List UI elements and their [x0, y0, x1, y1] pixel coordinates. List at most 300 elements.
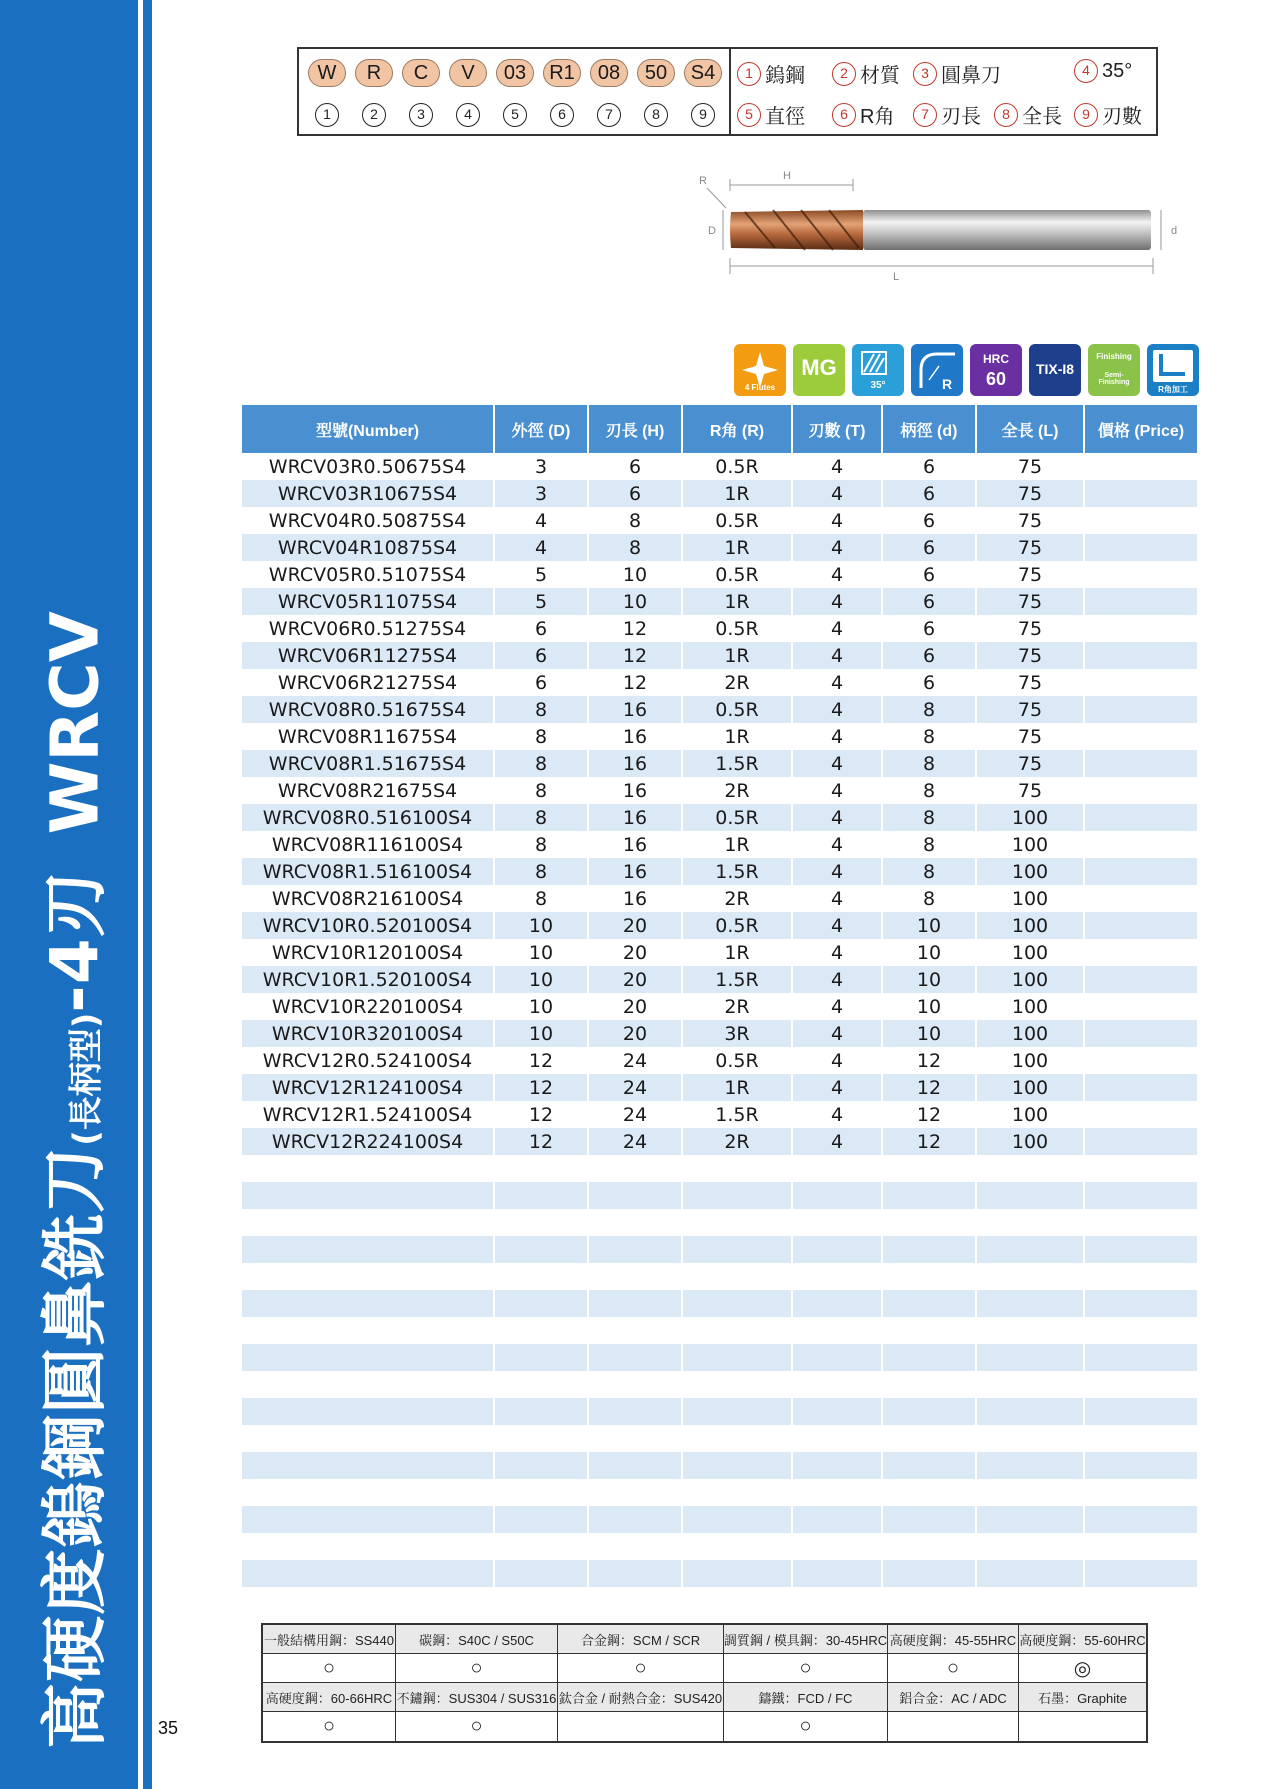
table-cell	[883, 1290, 977, 1317]
suitability-mark: ○	[263, 1654, 396, 1683]
table-cell	[977, 1506, 1085, 1533]
table-cell	[977, 1398, 1085, 1425]
table-cell	[242, 1425, 495, 1452]
dim-d-upper-label: D	[708, 225, 716, 237]
table-row	[242, 1533, 1197, 1560]
table-cell: 75	[977, 750, 1085, 777]
table-cell	[977, 1344, 1085, 1371]
table-cell: 8	[495, 885, 589, 912]
table-cell	[242, 1398, 495, 1425]
table-cell	[1085, 939, 1197, 966]
table-cell: WRCV08R0.51675S4	[242, 696, 495, 723]
table-cell	[977, 1236, 1085, 1263]
legend-item: 6 R角	[832, 100, 894, 129]
table-cell: 1.5R	[683, 966, 793, 993]
table-cell	[977, 1317, 1085, 1344]
table-cell	[683, 1209, 793, 1236]
table-cell: 12	[495, 1074, 589, 1101]
table-cell	[242, 1479, 495, 1506]
materials-table	[261, 1623, 1148, 1743]
table-cell: 8	[883, 858, 977, 885]
sidebar-stripe	[143, 0, 152, 1789]
table-cell: 75	[977, 480, 1085, 507]
material-label: 合金鋼：SCM / SCR	[558, 1625, 724, 1654]
table-cell: WRCV08R21675S4	[242, 777, 495, 804]
table-cell: 20	[589, 1020, 683, 1047]
table-cell: 6	[883, 588, 977, 615]
table-cell: WRCV04R10875S4	[242, 534, 495, 561]
finishing-icon: Finishing Semi-Finishing	[1088, 344, 1140, 396]
table-row	[242, 453, 1197, 480]
legend-divider	[729, 49, 731, 134]
table-cell: 24	[589, 1074, 683, 1101]
table-cell: 4	[793, 831, 883, 858]
table-cell	[589, 1506, 683, 1533]
table-cell	[242, 1533, 495, 1560]
table-cell	[683, 1479, 793, 1506]
table-cell: WRCV03R10675S4	[242, 480, 495, 507]
table-cell: 75	[977, 453, 1085, 480]
table-cell: WRCV10R220100S4	[242, 993, 495, 1020]
table-cell: 20	[589, 939, 683, 966]
table-cell: 16	[589, 723, 683, 750]
table-cell: 6	[495, 669, 589, 696]
table-cell	[589, 1209, 683, 1236]
table-cell	[1085, 561, 1197, 588]
table-cell: WRCV12R1.524100S4	[242, 1101, 495, 1128]
table-cell: 4	[793, 1047, 883, 1074]
code-number: 5	[503, 103, 527, 127]
table-cell	[1085, 642, 1197, 669]
table-cell	[589, 1479, 683, 1506]
table-cell: WRCV10R320100S4	[242, 1020, 495, 1047]
table-cell: 16	[589, 885, 683, 912]
table-cell	[683, 1182, 793, 1209]
table-cell	[242, 1317, 495, 1344]
table-cell	[242, 1560, 495, 1587]
table-cell	[1085, 966, 1197, 993]
code-segment: C	[402, 59, 440, 87]
code-segment: 08	[590, 59, 628, 87]
table-cell: 0.5R	[683, 804, 793, 831]
table-cell	[495, 1479, 589, 1506]
legend-item: 8 全長	[994, 100, 1062, 129]
table-cell	[793, 1506, 883, 1533]
table-cell	[242, 1236, 495, 1263]
table-cell: 0.5R	[683, 1047, 793, 1074]
code-number: 4	[456, 103, 480, 127]
table-row	[242, 1047, 1197, 1074]
table-cell	[793, 1317, 883, 1344]
table-cell: 75	[977, 534, 1085, 561]
table-cell: 1R	[683, 642, 793, 669]
table-cell	[589, 1398, 683, 1425]
table-row	[242, 1020, 1197, 1047]
table-cell	[1085, 1290, 1197, 1317]
table-cell: 0.5R	[683, 696, 793, 723]
table-cell: WRCV06R21275S4	[242, 669, 495, 696]
table-cell: 3	[495, 453, 589, 480]
table-cell: 100	[977, 885, 1085, 912]
table-cell: 4	[793, 939, 883, 966]
table-cell: 6	[495, 642, 589, 669]
dim-h-label: H	[783, 170, 791, 182]
table-row	[242, 1209, 1197, 1236]
table-cell	[495, 1236, 589, 1263]
dim-d-lower-label: d	[1171, 225, 1178, 237]
table-cell: 10	[883, 912, 977, 939]
table-cell	[793, 1371, 883, 1398]
code-segment: R1	[543, 59, 581, 87]
table-cell: 0.5R	[683, 561, 793, 588]
table-cell: 0.5R	[683, 615, 793, 642]
table-cell	[589, 1263, 683, 1290]
material-label: 碳鋼：S40C / S50C	[396, 1625, 558, 1654]
helix-angle-icon: 35°	[852, 344, 904, 396]
table-cell	[1085, 993, 1197, 1020]
table-cell: WRCV10R120100S4	[242, 939, 495, 966]
table-cell: 1.5R	[683, 1101, 793, 1128]
col-header: R角 (R)	[683, 405, 793, 453]
table-cell	[589, 1290, 683, 1317]
table-row	[242, 588, 1197, 615]
table-cell	[1085, 1074, 1197, 1101]
table-cell: 4	[793, 777, 883, 804]
code-number: 9	[691, 103, 715, 127]
table-cell: 12	[883, 1047, 977, 1074]
table-cell: 1R	[683, 831, 793, 858]
table-row	[242, 1155, 1197, 1182]
table-cell: 0.5R	[683, 453, 793, 480]
table-cell	[589, 1236, 683, 1263]
suitability-mark: ○	[263, 1712, 396, 1741]
table-cell: WRCV08R1.516100S4	[242, 858, 495, 885]
table-cell	[1085, 1236, 1197, 1263]
table-row	[242, 858, 1197, 885]
table-cell	[1085, 1479, 1197, 1506]
table-cell	[495, 1371, 589, 1398]
table-cell: 6	[883, 561, 977, 588]
table-cell	[495, 1155, 589, 1182]
table-cell	[683, 1155, 793, 1182]
suitability-mark: ○	[396, 1712, 558, 1741]
table-cell	[242, 1371, 495, 1398]
table-cell	[683, 1317, 793, 1344]
table-cell	[1085, 1209, 1197, 1236]
table-cell	[793, 1560, 883, 1587]
table-cell	[793, 1209, 883, 1236]
table-cell: WRCV08R116100S4	[242, 831, 495, 858]
table-cell: 4	[793, 912, 883, 939]
table-cell: 100	[977, 1128, 1085, 1155]
table-cell: 10	[495, 993, 589, 1020]
table-cell	[1085, 1047, 1197, 1074]
table-cell	[1085, 453, 1197, 480]
table-row	[242, 912, 1197, 939]
table-cell: 100	[977, 1020, 1085, 1047]
col-header: 刃長 (H)	[589, 405, 683, 453]
table-cell: 20	[589, 912, 683, 939]
table-cell	[793, 1236, 883, 1263]
table-cell	[495, 1425, 589, 1452]
table-row	[242, 804, 1197, 831]
table-cell	[977, 1425, 1085, 1452]
table-row	[242, 777, 1197, 804]
table-cell: 4	[793, 615, 883, 642]
materials-row-symbols	[263, 1654, 1146, 1683]
table-cell: WRCV08R216100S4	[242, 885, 495, 912]
table-cell	[495, 1209, 589, 1236]
table-cell	[495, 1398, 589, 1425]
table-cell: 75	[977, 588, 1085, 615]
table-cell: 75	[977, 723, 1085, 750]
legend-item: 3 圓鼻刀	[913, 59, 1001, 88]
table-cell: WRCV12R124100S4	[242, 1074, 495, 1101]
table-cell: 100	[977, 1074, 1085, 1101]
table-cell: 5	[495, 588, 589, 615]
table-cell: WRCV05R0.51075S4	[242, 561, 495, 588]
table-cell: 2R	[683, 1128, 793, 1155]
vertical-title	[22, 611, 117, 1749]
table-row	[242, 1479, 1197, 1506]
table-cell: 100	[977, 831, 1085, 858]
table-cell	[683, 1263, 793, 1290]
table-row	[242, 966, 1197, 993]
table-cell: 12	[883, 1101, 977, 1128]
spec-table	[242, 405, 1197, 1587]
table-cell	[1085, 669, 1197, 696]
table-row	[242, 750, 1197, 777]
code-segment: 50	[637, 59, 675, 87]
table-cell	[977, 1155, 1085, 1182]
table-cell	[793, 1479, 883, 1506]
legend-item: 2 材質	[832, 59, 900, 88]
code-number: 8	[644, 103, 668, 127]
table-cell: 10	[495, 1020, 589, 1047]
table-cell	[495, 1533, 589, 1560]
table-row	[242, 1560, 1197, 1587]
table-cell	[683, 1236, 793, 1263]
table-cell: 2R	[683, 669, 793, 696]
col-header: 刃數 (T)	[793, 405, 883, 453]
table-cell: 100	[977, 912, 1085, 939]
table-cell: 75	[977, 507, 1085, 534]
table-cell: 100	[977, 804, 1085, 831]
table-cell	[883, 1263, 977, 1290]
table-row	[242, 1101, 1197, 1128]
suitability-mark: ○	[724, 1654, 888, 1683]
table-cell: 1R	[683, 939, 793, 966]
legend-item: 1 鎢鋼	[737, 59, 805, 88]
table-row	[242, 1398, 1197, 1425]
table-cell: 4	[793, 1128, 883, 1155]
title-paren: (長柄型)	[66, 1012, 107, 1146]
table-cell	[793, 1452, 883, 1479]
table-cell: 4	[793, 1074, 883, 1101]
table-cell: WRCV04R0.50875S4	[242, 507, 495, 534]
table-cell	[977, 1371, 1085, 1398]
table-cell	[1085, 858, 1197, 885]
table-cell: 4	[793, 588, 883, 615]
table-cell: WRCV10R1.520100S4	[242, 966, 495, 993]
table-row	[242, 1371, 1197, 1398]
table-cell: WRCV05R11075S4	[242, 588, 495, 615]
material-label: 一般結構用鋼：SS440	[263, 1625, 396, 1654]
table-cell	[1085, 1020, 1197, 1047]
table-cell: 75	[977, 642, 1085, 669]
table-cell: 4	[793, 885, 883, 912]
table-cell: 10	[883, 993, 977, 1020]
code-segment: V	[449, 59, 487, 87]
table-cell	[683, 1560, 793, 1587]
table-row	[242, 1182, 1197, 1209]
table-cell	[589, 1371, 683, 1398]
col-header: 型號(Number)	[242, 405, 495, 453]
table-cell: 6	[883, 615, 977, 642]
legend-item: 5 直徑	[737, 100, 805, 129]
table-cell: 75	[977, 615, 1085, 642]
four-flutes-icon: 4 Flutes	[734, 344, 786, 396]
materials-row-symbols	[263, 1712, 1146, 1741]
table-cell	[1085, 696, 1197, 723]
table-cell	[1085, 1344, 1197, 1371]
table-cell	[589, 1533, 683, 1560]
title-code: WRCV	[36, 611, 114, 835]
table-cell	[242, 1290, 495, 1317]
materials-row-labels	[263, 1683, 1146, 1712]
table-row	[242, 1344, 1197, 1371]
table-cell: 2R	[683, 993, 793, 1020]
table-cell	[495, 1317, 589, 1344]
suitability-mark: ○	[724, 1712, 888, 1741]
table-cell: 8	[495, 723, 589, 750]
table-row	[242, 1128, 1197, 1155]
table-row	[242, 480, 1197, 507]
table-row	[242, 696, 1197, 723]
table-cell	[977, 1560, 1085, 1587]
table-cell: 4	[793, 561, 883, 588]
table-cell	[1085, 1263, 1197, 1290]
page-number: 35	[158, 1718, 179, 1738]
table-cell: 4	[793, 534, 883, 561]
table-row	[242, 1263, 1197, 1290]
table-cell	[683, 1290, 793, 1317]
table-cell: 5	[495, 561, 589, 588]
material-label: 不鏽鋼：SUS304 / SUS316	[396, 1683, 558, 1712]
table-cell	[883, 1479, 977, 1506]
corner-radius-icon: R	[911, 344, 963, 396]
table-row	[242, 507, 1197, 534]
table-cell: 100	[977, 858, 1085, 885]
mg-icon: MG	[793, 344, 845, 396]
table-cell: 75	[977, 561, 1085, 588]
table-cell: 8	[883, 885, 977, 912]
table-cell: 1.5R	[683, 858, 793, 885]
table-cell: 4	[793, 966, 883, 993]
table-cell	[242, 1506, 495, 1533]
table-row	[242, 1452, 1197, 1479]
table-cell: 6	[883, 534, 977, 561]
table-cell: 4	[793, 723, 883, 750]
table-cell: 75	[977, 669, 1085, 696]
table-cell: 100	[977, 1047, 1085, 1074]
col-header: 柄徑 (d)	[883, 405, 977, 453]
table-cell	[883, 1371, 977, 1398]
table-cell: 16	[589, 777, 683, 804]
table-cell: 24	[589, 1101, 683, 1128]
table-cell: 12	[883, 1074, 977, 1101]
table-cell: 8	[495, 777, 589, 804]
material-label: 高硬度鋼：45-55HRC	[888, 1625, 1019, 1654]
table-cell	[1085, 804, 1197, 831]
code-number: 1	[315, 103, 339, 127]
table-row	[242, 534, 1197, 561]
coating-icon: TIX-I8	[1029, 344, 1081, 396]
table-cell	[977, 1263, 1085, 1290]
material-label: 鑄鐵：FCD / FC	[724, 1683, 888, 1712]
table-cell	[242, 1344, 495, 1371]
table-cell: 4	[495, 534, 589, 561]
table-cell: 24	[589, 1047, 683, 1074]
table-cell	[977, 1479, 1085, 1506]
table-cell: 2R	[683, 777, 793, 804]
table-cell	[1085, 588, 1197, 615]
material-label: 石墨：Graphite	[1019, 1683, 1146, 1712]
table-header	[242, 405, 1197, 453]
table-cell: WRCV10R0.520100S4	[242, 912, 495, 939]
table-cell: 6	[589, 453, 683, 480]
table-cell: 20	[589, 993, 683, 1020]
table-cell: 8	[883, 777, 977, 804]
table-cell	[589, 1452, 683, 1479]
suitability-mark	[888, 1712, 1019, 1741]
table-cell: 12	[495, 1128, 589, 1155]
table-cell: 8	[883, 696, 977, 723]
table-cell: 4	[793, 453, 883, 480]
table-cell	[495, 1290, 589, 1317]
table-cell: 16	[589, 858, 683, 885]
table-cell	[242, 1155, 495, 1182]
dim-r-label: R	[699, 175, 707, 187]
table-cell: 8	[883, 723, 977, 750]
table-cell	[977, 1533, 1085, 1560]
table-row	[242, 615, 1197, 642]
table-cell: 75	[977, 777, 1085, 804]
table-cell	[1085, 1533, 1197, 1560]
table-cell: 10	[589, 561, 683, 588]
table-cell	[1085, 1452, 1197, 1479]
suitability-mark: ○	[888, 1654, 1019, 1683]
table-cell: 12	[589, 642, 683, 669]
table-cell	[1085, 1425, 1197, 1452]
table-cell: 8	[589, 507, 683, 534]
code-number: 3	[409, 103, 433, 127]
table-cell	[1085, 615, 1197, 642]
table-cell: 6	[883, 480, 977, 507]
table-cell	[495, 1506, 589, 1533]
table-cell	[793, 1398, 883, 1425]
table-cell	[242, 1182, 495, 1209]
table-cell	[1085, 1371, 1197, 1398]
table-cell: WRCV03R0.50675S4	[242, 453, 495, 480]
table-cell	[589, 1155, 683, 1182]
table-cell: 8	[883, 831, 977, 858]
table-cell: 16	[589, 696, 683, 723]
table-cell	[793, 1263, 883, 1290]
table-cell: 3R	[683, 1020, 793, 1047]
table-cell: 10	[495, 966, 589, 993]
table-cell: WRCV12R0.524100S4	[242, 1047, 495, 1074]
